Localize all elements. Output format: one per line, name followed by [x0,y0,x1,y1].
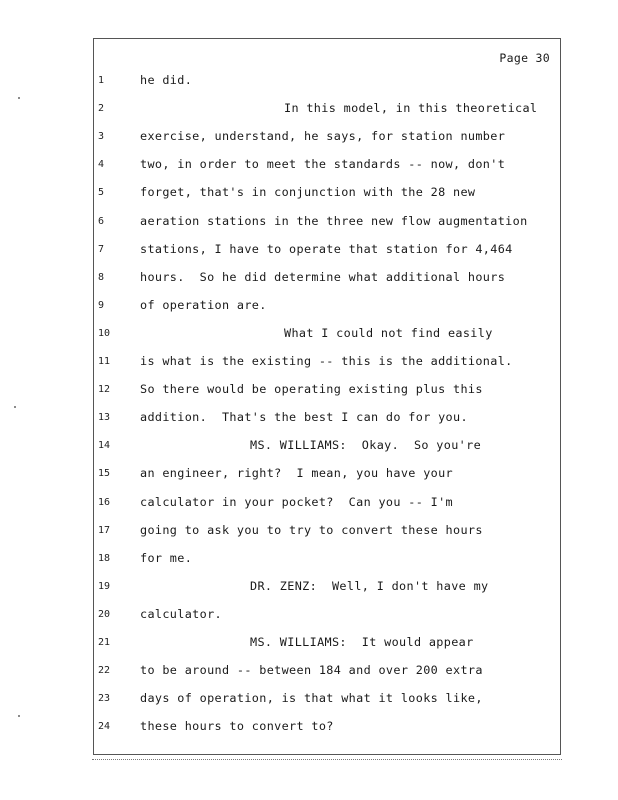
line-number: 12 [98,384,111,396]
scan-speck [18,715,20,717]
transcript-line: is what is the existing -- this is the additional. [140,354,513,368]
line-number: 7 [98,243,105,255]
transcript-line: days of operation, is that what it looks like, [140,691,483,706]
transcript-line: forget, that's in conjunction with the 28 new [140,185,476,200]
transcript-line: MS. WILLIAMS: It would appear [250,635,474,649]
line-number: 2 [98,103,105,115]
transcript-line: he did. [140,73,193,87]
scan-speck [14,406,16,408]
line-number: 10 [98,327,111,339]
line-number: 14 [98,440,111,452]
line-number: 15 [98,468,111,480]
transcript-line: an engineer, right? I mean, you have your [140,466,453,481]
transcript-line: aeration stations in the three new flow augmentation [140,213,528,228]
line-number: 23 [98,693,111,705]
line-number: 24 [98,721,111,733]
transcript-line: exercise, understand, he says, for station number [140,129,506,144]
transcript-line: What I could not find easily [284,325,493,340]
line-number: 11 [98,356,111,367]
transcript-line: for me. [140,550,193,565]
transcript-line: of operation are. [140,297,267,312]
transcript-line: So there would be operating existing plus this [140,382,483,397]
line-number: 5 [98,187,105,199]
line-number: 1 [98,75,105,86]
transcript-line: DR. ZENZ: Well, I don't have my [250,578,489,593]
transcript-line: calculator in your pocket? Can you -- I'm [140,494,453,509]
transcript-line: MS. WILLIAMS: Okay. So you're [250,438,482,453]
line-number: 16 [98,496,111,508]
transcript-line: addition. That's the best I can do for you. [140,410,468,425]
transcript-line: calculator. [140,606,222,621]
line-number: 17 [98,524,111,536]
transcript-line: to be around -- between 184 and over 200 extra [140,663,483,678]
line-number: 21 [98,637,111,648]
line-number: 20 [98,608,111,620]
line-number: 3 [98,131,105,143]
line-number: 13 [98,412,111,424]
line-number: 9 [98,299,105,311]
line-number: 8 [98,271,105,283]
line-number: 6 [98,215,105,227]
line-number: 19 [98,580,111,592]
transcript-line: hours. So he did determine what additional hours [140,269,506,284]
transcript-line: In this model, in this theoretical [284,101,538,116]
transcript-line: these hours to convert to? [140,719,334,734]
line-number: 18 [98,552,111,564]
line-number: 4 [98,159,105,171]
transcript-line: two, in order to meet the standards -- now, don't [140,157,506,172]
page-number: Page 30 [499,51,550,65]
line-number: 22 [98,665,111,677]
transcript-line: stations, I have to operate that station for 4,464 [140,241,513,256]
transcript-line: going to ask you to try to convert these hours [140,522,483,537]
scan-speck [18,97,20,99]
